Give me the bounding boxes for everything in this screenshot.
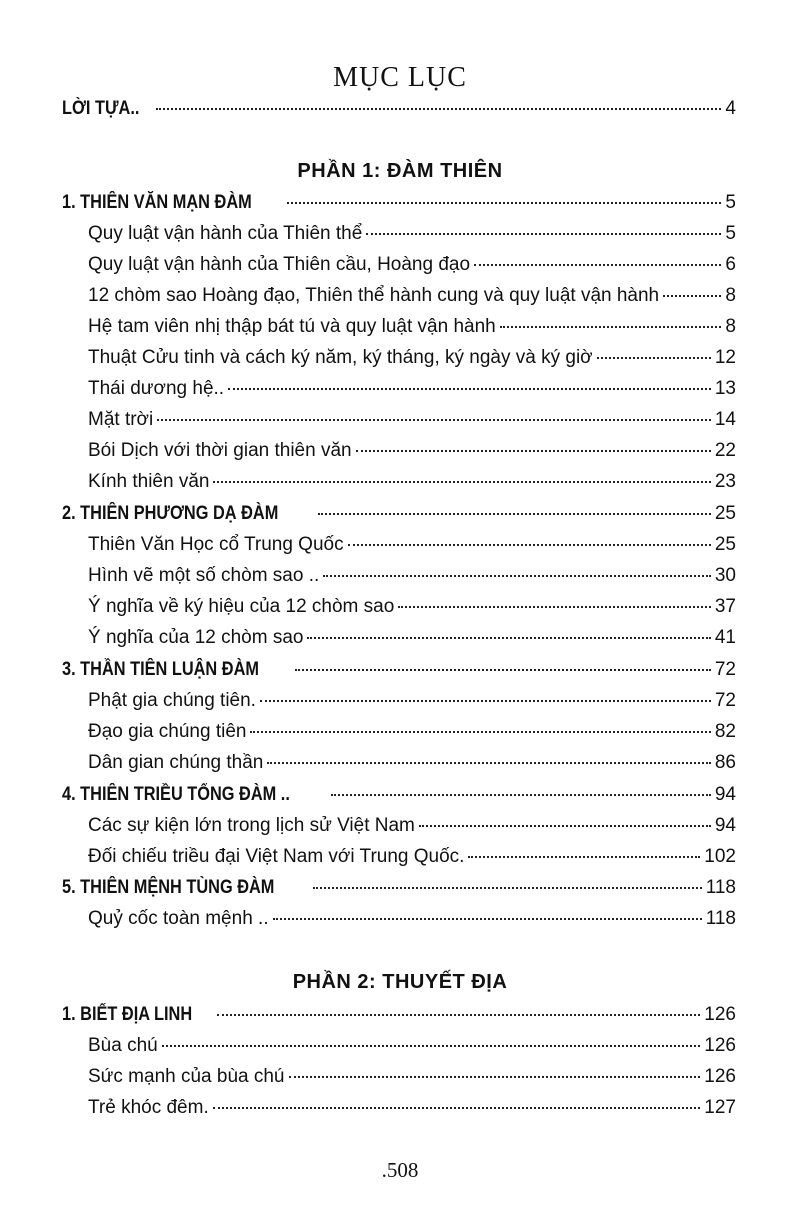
toc-chapter (62, 659, 736, 689)
dot-leader (295, 669, 711, 671)
toc-entry-page: 126 (704, 1035, 736, 1056)
toc-entry (88, 752, 736, 782)
toc-entry-label: Quy luật vận hành của Thiên thể (88, 223, 363, 244)
toc-entry (88, 534, 736, 564)
toc-entry-label: Ý nghĩa về ký hiệu của 12 chòm sao (88, 596, 395, 617)
toc-entry-label: Ý nghĩa của 12 chòm sao (88, 627, 304, 648)
toc-entry (88, 815, 736, 845)
toc-entry-preface (62, 98, 736, 128)
dot-leader (267, 762, 710, 764)
toc-entry (88, 471, 736, 501)
toc-entry-label: Bùa chú (88, 1035, 158, 1056)
toc-entry (88, 378, 736, 408)
toc-entry-page: 25 (714, 534, 736, 555)
toc-chapter (62, 1004, 736, 1034)
dot-leader (260, 700, 711, 702)
toc-entry-page: 126 (704, 1066, 736, 1087)
page-title: MỤC LỤC (333, 62, 467, 93)
page-number: .508 (381, 1158, 419, 1182)
toc-entry-label: Thiên Văn Học cổ Trung Quốc (88, 534, 344, 555)
toc-entry (88, 285, 736, 315)
toc-entry-label: Phật gia chúng tiên. (88, 690, 256, 711)
dot-leader (323, 575, 711, 577)
dot-leader (213, 1107, 701, 1109)
toc-entry-label: Hình vẽ một số chòm sao .. (88, 565, 320, 586)
dot-leader (217, 1014, 700, 1016)
toc-entry-page: 12 (714, 347, 736, 368)
dot-leader (250, 731, 710, 733)
toc-entry-page: 118 (705, 908, 736, 929)
dot-leader (366, 233, 721, 235)
toc-entry-page: 102 (704, 846, 736, 867)
toc-entry-label: Đạo gia chúng tiên (88, 721, 247, 742)
toc-entry (88, 316, 736, 346)
toc-entry-page: 72 (714, 659, 736, 680)
toc-entry-page: 23 (714, 471, 736, 492)
toc-entry (88, 721, 736, 751)
toc-entry-label: Mặt trời (88, 409, 154, 430)
dot-leader (273, 918, 702, 920)
toc-chapter (62, 503, 736, 533)
part-heading: PHẦN 1: ĐÀM THIÊN (297, 160, 503, 182)
toc-chapter (62, 784, 736, 814)
toc-entry-label: Sức mạnh của bùa chú (88, 1066, 285, 1087)
toc-entry-label: Hệ tam viên nhị thập bát tú và quy luật vận hành (88, 316, 496, 337)
part-heading: PHẦN 2: THUYẾT ĐỊA (292, 971, 508, 993)
toc-entry-page: 6 (725, 254, 736, 275)
toc-entry-page: 37 (714, 596, 736, 617)
dot-leader (157, 419, 711, 421)
toc-entry-label: LỜI TỰA.. (62, 98, 140, 119)
toc-entry-page: 8 (725, 316, 736, 337)
toc-entry-page: 5 (725, 192, 736, 213)
dot-leader (156, 108, 721, 110)
toc-entry (88, 1097, 736, 1127)
dot-leader (348, 544, 711, 546)
toc-entry-label: Dân gian chúng thần (88, 752, 264, 773)
toc-entry-label: 5. THIÊN MỆNH TÙNG ĐÀM (62, 877, 275, 898)
toc-entry-page: 4 (725, 98, 736, 119)
toc-chapter (62, 192, 736, 222)
toc-entry-page: 72 (714, 690, 736, 711)
toc-entry (88, 1066, 736, 1096)
dot-leader (213, 481, 710, 483)
toc-entry (88, 1035, 736, 1065)
toc-entry-label: Quỷ cốc toàn mệnh .. (88, 908, 269, 929)
toc-entry-page: 8 (725, 285, 736, 306)
toc-entry-label: Đối chiếu triều đại Việt Nam với Trung Quốc. (88, 846, 465, 867)
toc-entry (88, 690, 736, 720)
toc-entry-page: 25 (714, 503, 736, 524)
toc-chapter (62, 877, 736, 907)
toc-entry-page: 127 (704, 1097, 736, 1118)
dot-leader (419, 825, 711, 827)
toc-entry-label: Trẻ khóc đêm. (88, 1097, 209, 1118)
toc-entry-label: Kính thiên văn (88, 471, 210, 492)
toc-entry (88, 440, 736, 470)
dot-leader (318, 513, 711, 515)
toc-entry-label: Quy luật vận hành của Thiên cầu, Hoàng đạo (88, 254, 471, 275)
toc-entry-label: 12 chòm sao Hoàng đạo, Thiên thể hành cung và quy luật vận hành (88, 285, 660, 306)
toc-entry-label: 1. BIẾT ĐỊA LINH (62, 1004, 193, 1025)
toc-entry-page: 14 (714, 409, 736, 430)
dot-leader (597, 357, 711, 359)
toc-entry (88, 908, 736, 938)
toc-entry (88, 627, 736, 657)
toc-entry (88, 347, 736, 377)
dot-leader (500, 326, 722, 328)
dot-leader (313, 887, 702, 889)
toc-entry-page: 22 (714, 440, 736, 461)
dot-leader (398, 606, 711, 608)
toc-entry-page: 82 (714, 721, 736, 742)
toc-entry-label: Các sự kiện lớn trong lịch sử Việt Nam (88, 815, 415, 836)
toc-entry-page: 126 (704, 1004, 736, 1025)
toc-entry-label: Thuật Cửu tinh và cách ký năm, ký tháng, ký ngày và ký giờ (88, 347, 593, 368)
toc-entry-page: 13 (714, 378, 736, 399)
dot-leader (289, 1076, 701, 1078)
dot-leader (287, 202, 722, 204)
dot-leader (228, 388, 711, 390)
toc-entry-page: 118 (705, 877, 736, 898)
toc-entry (88, 223, 736, 253)
dot-leader (307, 637, 710, 639)
dot-leader (162, 1045, 701, 1047)
toc-entry-label: 4. THIÊN TRIỀU TỔNG ĐÀM .. (62, 784, 290, 805)
toc-entry (88, 409, 736, 439)
toc-entry-label: 2. THIÊN PHƯƠNG DẠ ĐÀM (62, 503, 279, 524)
dot-leader (468, 856, 700, 858)
toc-entry-label: Thái dương hệ.. (88, 378, 225, 399)
toc-entry-page: 94 (714, 815, 736, 836)
toc-entry (88, 846, 736, 876)
toc-entry-label: 1. THIÊN VĂN MẠN ĐÀM (62, 192, 252, 213)
toc-entry-page: 94 (714, 784, 736, 805)
toc-entry-page: 86 (714, 752, 736, 773)
dot-leader (474, 264, 721, 266)
toc-entry (88, 596, 736, 626)
toc-entry-label: 3. THẦN TIÊN LUẬN ĐÀM (62, 659, 259, 680)
toc-entry-page: 30 (714, 565, 736, 586)
toc-entry-page: 5 (725, 223, 736, 244)
toc-entry (88, 565, 736, 595)
dot-leader (331, 794, 711, 796)
dot-leader (356, 450, 711, 452)
toc-entry (88, 254, 736, 284)
dot-leader (663, 295, 721, 297)
toc-entry-page: 41 (714, 627, 736, 648)
toc-entry-label: Bói Dịch với thời gian thiên văn (88, 440, 352, 461)
